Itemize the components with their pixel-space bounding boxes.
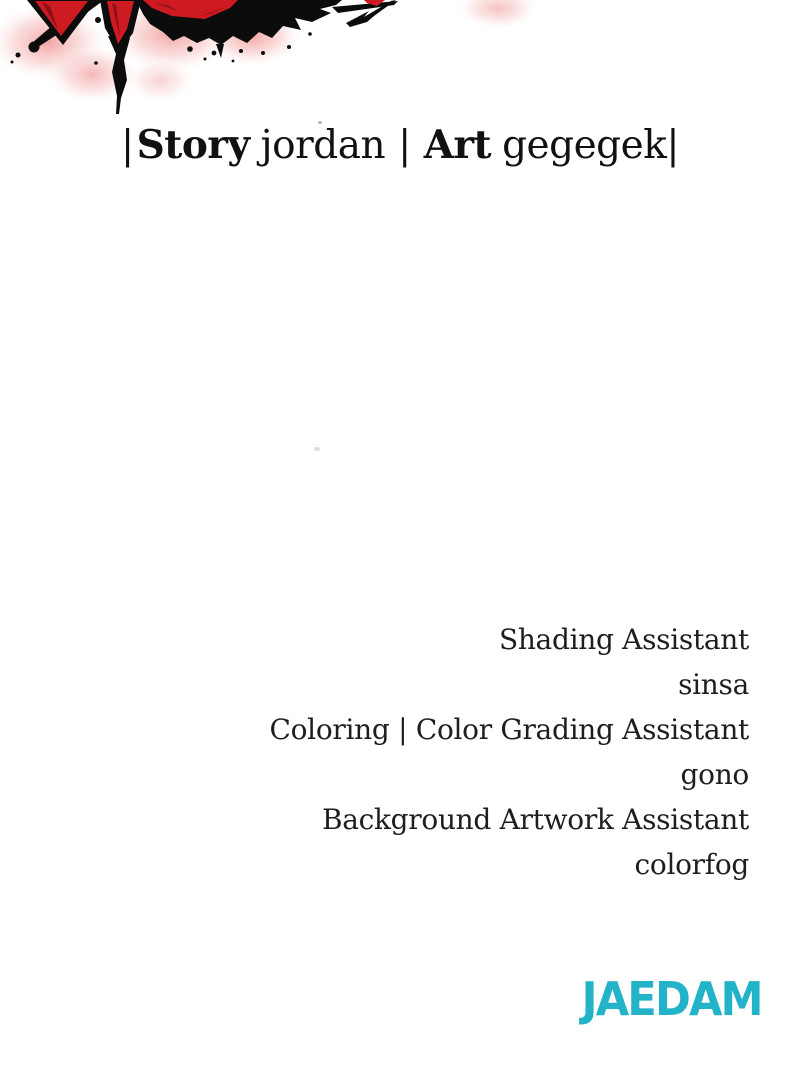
- pink-glow: [456, 0, 540, 30]
- jaedam-publisher-logo: JAEDAM: [581, 972, 762, 1026]
- credit-role: Coloring | Color Grading Assistant: [269, 713, 749, 746]
- pipe-separator: |: [121, 123, 134, 168]
- pink-glow: [124, 56, 196, 104]
- credit-name: colorfog: [634, 848, 749, 881]
- story-label: Story: [136, 122, 250, 168]
- ink-splash-artwork: [0, 0, 560, 130]
- art-author: gegegek: [502, 123, 667, 168]
- assistant-credits: [270, 617, 750, 887]
- credit-role: Background Artwork Assistant: [321, 803, 749, 836]
- story-author: jordan: [260, 123, 386, 168]
- pipe-separator: |: [398, 123, 411, 168]
- art-label: Art: [423, 122, 492, 168]
- pipe-separator: |: [666, 123, 679, 168]
- credit-name: gono: [680, 758, 749, 791]
- dust-speck: [314, 447, 320, 451]
- story-art-byline: [0, 117, 800, 174]
- credit-name: sinsa: [678, 668, 749, 701]
- credit-role: Shading Assistant: [498, 623, 749, 656]
